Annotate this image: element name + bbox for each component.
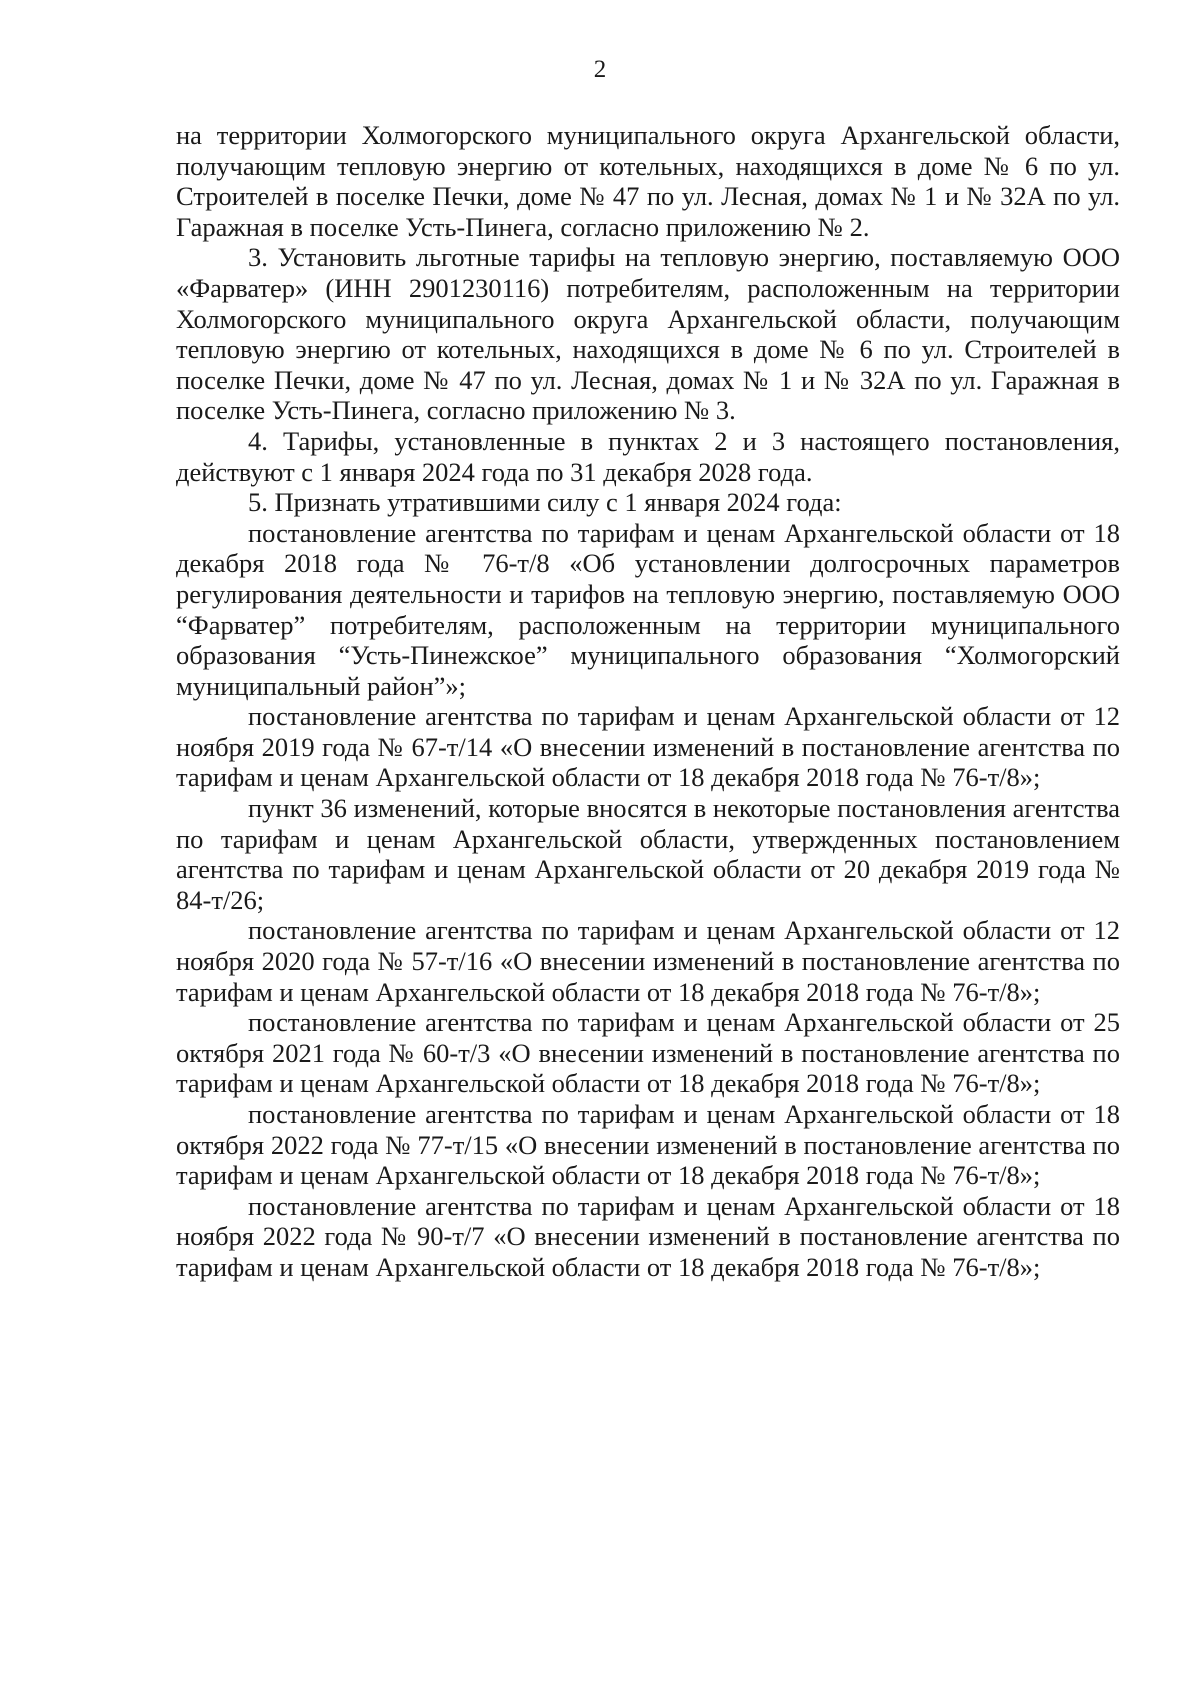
paragraph-item-3: 3. Установить льготные тарифы на тепловую энергию, поставляемую ООО «Фарватер» (ИНН 2901230116) потребителям, расположенным на территории Холмогорского муниципального округа Архангельской области, получающим тепловую энергию от котельных, находящихся в доме № 6 по ул. Строителей в поселке Печки, доме № 47 по ул. Лесная, домах № 1 и № 32А по ул. Гаражная в поселке Усть-Пинега, согласно приложению № 3. — [176, 242, 1120, 426]
document-body — [176, 120, 1120, 1283]
repealed-act-7: постановление агентства по тарифам и ценам Архангельской области от 18 ноября 2022 года № 90-т/7 «О внесении изменений в постановление агентства по тарифам и ценам Архангельской области от 18 декабря 2018 года № 76-т/8»; — [176, 1190, 1120, 1282]
repealed-act-6: постановление агентства по тарифам и ценам Архангельской области от 18 октября 2022 года № 77-т/15 «О внесении изменений в постановление агентства по тарифам и ценам Архангельской области от 18 декабря 2018 года № 76-т/8»; — [176, 1099, 1120, 1191]
paragraph-continuation: на территории Холмогорского муниципального округа Архангельской области, получающим тепловую энергию от котельных, находящихся в доме № 6 по ул. Строителей в поселке Печки, доме № 47 по ул. Лесная, домах № 1 и № 32А по ул. Гаражная в поселке Усть-Пинега, согласно приложению № 2. — [176, 120, 1120, 242]
paragraph-item-4: 4. Тарифы, установленные в пунктах 2 и 3 настоящего постановления, действуют с 1 января 2024 года по 31 декабря 2028 года. — [176, 425, 1120, 487]
repealed-act-2: постановление агентства по тарифам и ценам Архангельской области от 12 ноября 2019 года № 67-т/14 «О внесении изменений в постановление агентства по тарифам и ценам Архангельской области от 18 декабря 2018 года № 76-т/8»; — [176, 701, 1120, 793]
page-number: 2 — [593, 56, 607, 83]
repealed-act-1: постановление агентства по тарифам и ценам Архангельской области от 18 декабря 2018 года № 76-т/8 «Об установлении долгосрочных параметров регулирования деятельности и тарифов на тепловую энергию, поставляемую ООО “Фарватер” потребителям, расположенным на территории муниципального образования “Усть-Пинежское” муниципального образования “Холмогорский муниципальный район”»; — [176, 517, 1120, 701]
paragraph-item-5: 5. Признать утратившими силу с 1 января 2024 года: — [248, 487, 842, 518]
repealed-act-5: постановление агентства по тарифам и ценам Архангельской области от 25 октября 2021 года № 60-т/3 «О внесении изменений в постановление агентства по тарифам и ценам Архангельской области от 18 декабря 2018 года № 76-т/8»; — [176, 1007, 1120, 1099]
repealed-act-3: пункт 36 изменений, которые вносятся в некоторые постановления агентства по тарифам и ценам Архангельской области, утвержденных постановлением агентства по тарифам и ценам Архангельской области от 20 декабря 2019 года № 84-т/26; — [176, 793, 1120, 915]
repealed-act-4: постановление агентства по тарифам и ценам Архангельской области от 12 ноября 2020 года № 57-т/16 «О внесении изменений в постановление агентства по тарифам и ценам Архангельской области от 18 декабря 2018 года № 76-т/8»; — [176, 915, 1120, 1007]
